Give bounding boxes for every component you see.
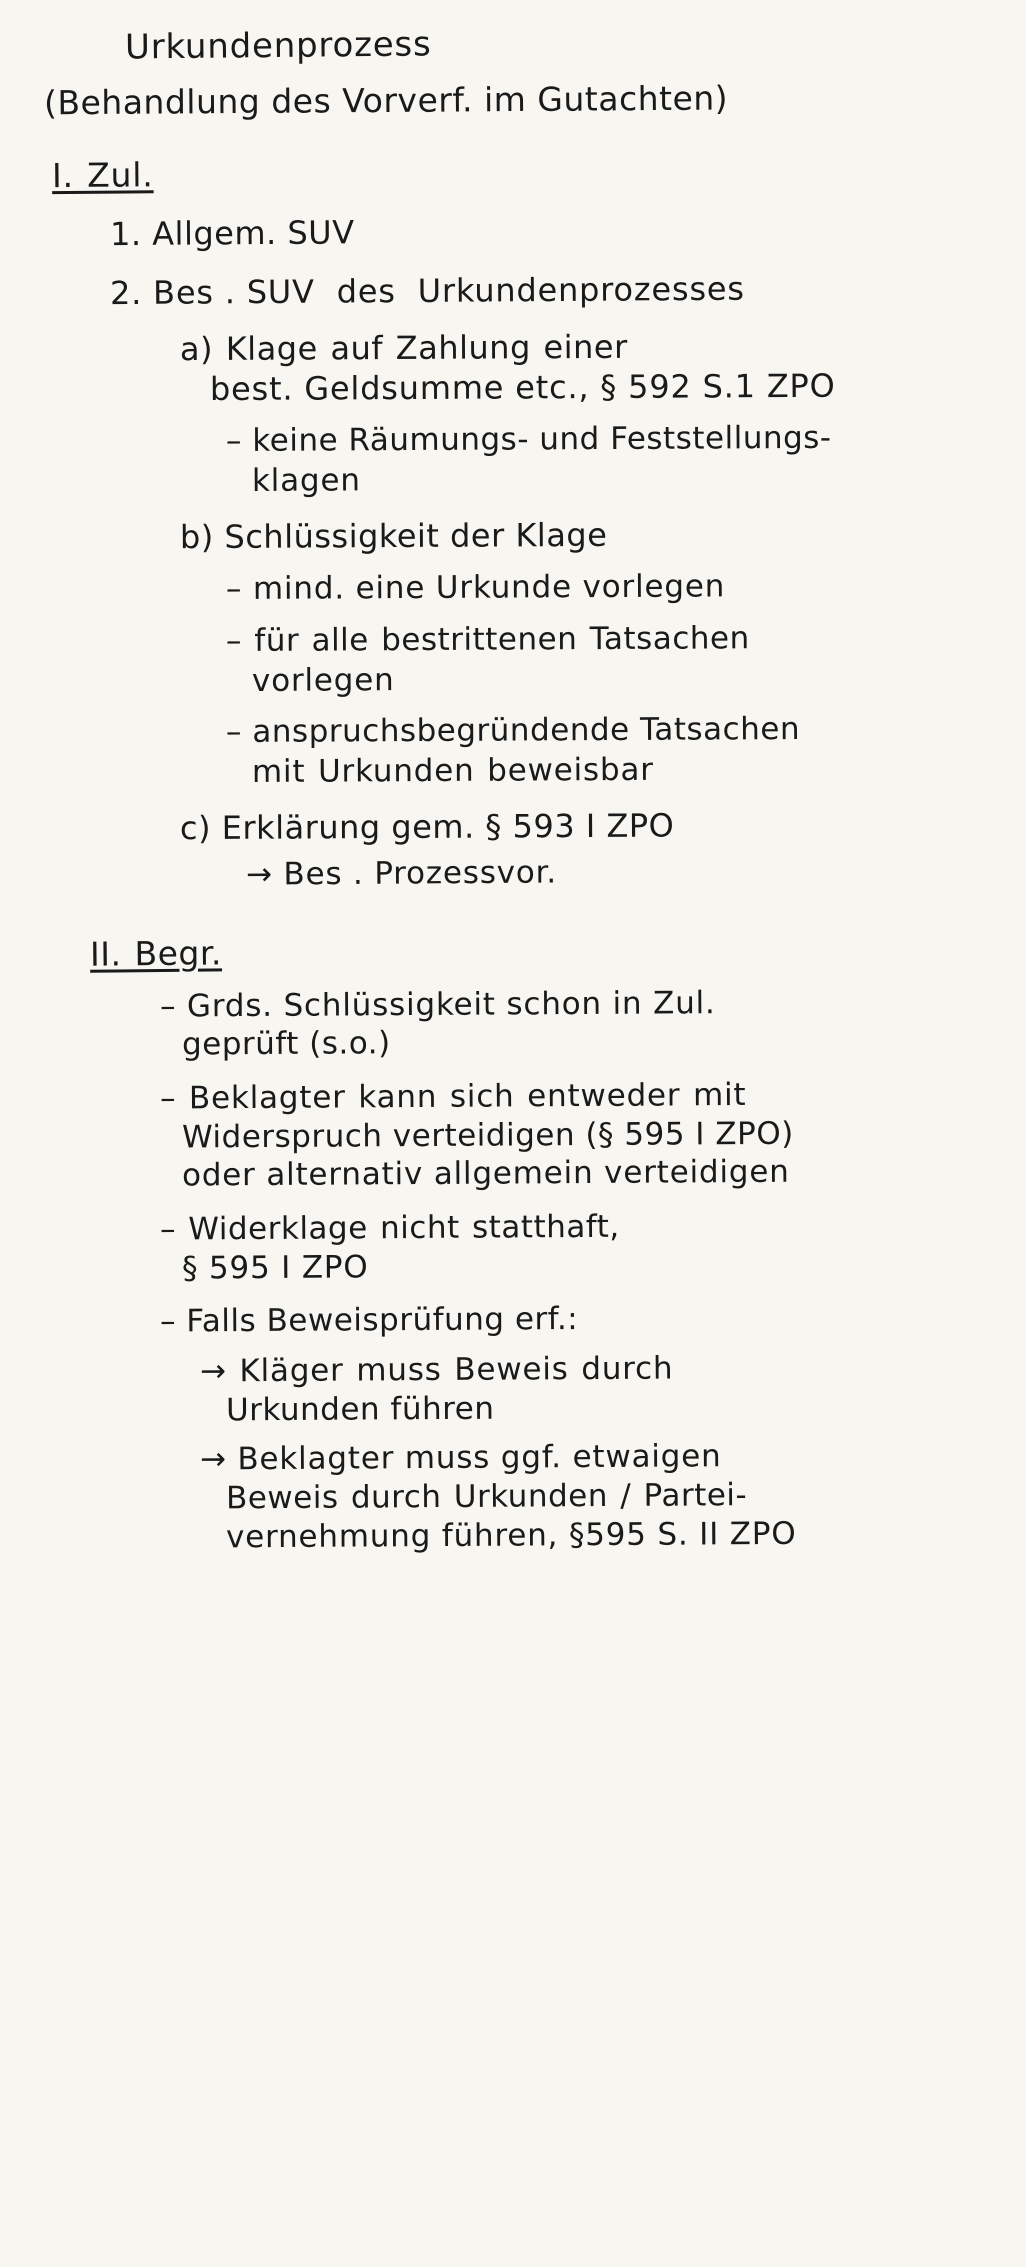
list-item: geprüft (s.o.) bbox=[181, 1025, 391, 1063]
list-item: vernehmung führen, §595 S. II ZPO bbox=[225, 1515, 797, 1555]
list-item: klagen bbox=[251, 462, 361, 499]
list-item: § 595 I ZPO bbox=[181, 1249, 369, 1287]
section-heading-1: I. Zul. bbox=[51, 155, 154, 196]
list-item: Widerspruch verteidigen (§ 595 I ZPO) bbox=[181, 1115, 794, 1156]
list-item: – Grds. Schlüssigkeit schon in Zul. bbox=[159, 984, 716, 1025]
list-item: – keine Räumungs- und Feststellungs- bbox=[225, 420, 832, 460]
list-item: 2. Bes . SUV des Urkundenprozesses bbox=[109, 269, 745, 312]
list-item: – anspruchsbegründende Tatsachen bbox=[225, 711, 801, 751]
list-item: → Bes . Prozessvor. bbox=[245, 854, 558, 893]
note-subtitle: (Behandlung des Vorverf. im Gutachten) bbox=[43, 78, 729, 123]
note-title: Urkundenprozess bbox=[124, 24, 432, 68]
section-heading-2: II. Begr. bbox=[89, 933, 223, 974]
list-item: mit Urkunden beweisbar bbox=[251, 751, 654, 790]
list-item: → Beklagter muss ggf. etwaigen bbox=[199, 1438, 722, 1478]
list-item: → Kläger muss Beweis durch bbox=[199, 1350, 674, 1390]
list-item: – Beklagter kann sich entweder mit bbox=[159, 1077, 747, 1117]
list-item: Beweis durch Urkunden / Partei- bbox=[225, 1477, 748, 1517]
list-item: Urkunden führen bbox=[225, 1390, 495, 1428]
list-item: c) Erklärung gem. § 593 I ZPO bbox=[179, 806, 675, 848]
list-item: – Widerklage nicht statthaft, bbox=[159, 1208, 620, 1248]
list-item: best. Geldsumme etc., § 592 S.1 ZPO bbox=[209, 367, 836, 409]
list-item: – für alle bestrittenen Tatsachen bbox=[225, 620, 750, 659]
list-item: – mind. eine Urkunde vorlegen bbox=[225, 568, 726, 608]
list-item: – Falls Beweisprüfung erf.: bbox=[159, 1301, 579, 1340]
list-item: vorlegen bbox=[251, 661, 395, 699]
list-item: oder alternativ allgemein verteidigen bbox=[181, 1154, 790, 1194]
list-item: 1. Allgem. SUV bbox=[109, 213, 355, 254]
list-item: b) Schlüssigkeit der Klage bbox=[179, 516, 608, 557]
list-item: a) Klage auf Zahlung einer bbox=[179, 327, 628, 368]
